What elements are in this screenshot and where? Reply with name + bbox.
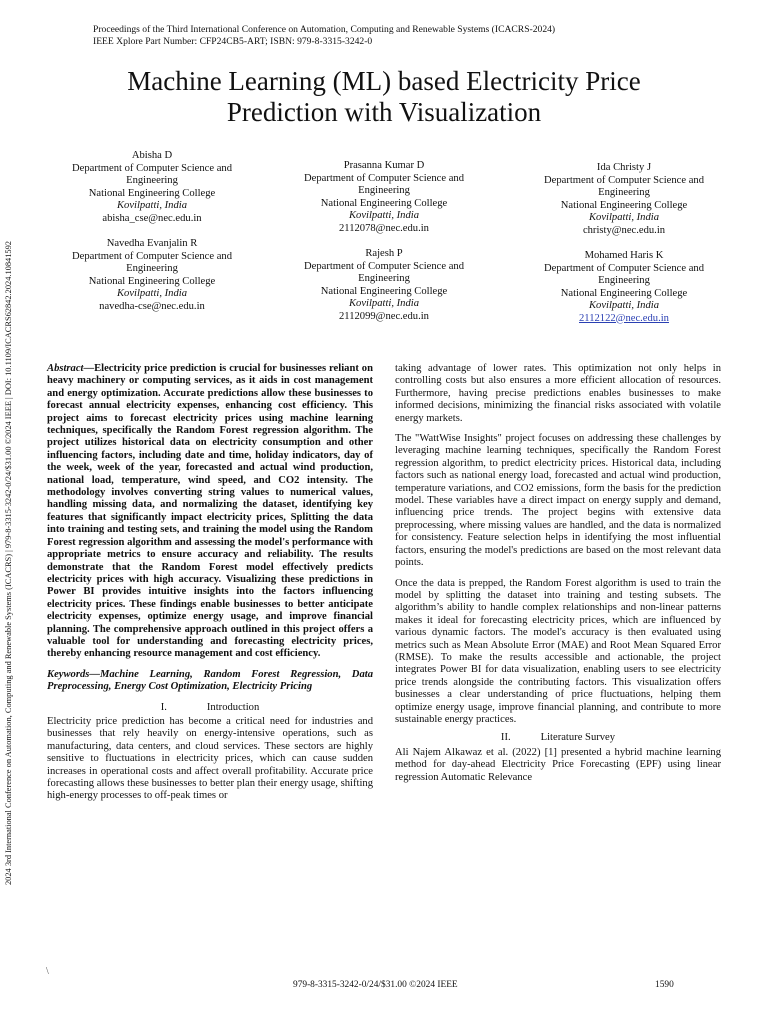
author-college: National Engineering College bbox=[88, 275, 216, 287]
author-name: Navedha Evanjalin R bbox=[106, 238, 198, 249]
author-college: National Engineering College bbox=[320, 285, 448, 297]
author-name: Ida Christy J bbox=[596, 162, 652, 173]
author-dept: Department of Computer Science and bbox=[303, 172, 465, 184]
author-block-5 bbox=[509, 162, 739, 237]
section-title: Introduction bbox=[206, 701, 260, 713]
author-email: christy@nec.edu.in bbox=[582, 224, 666, 236]
author-dept: Department of Computer Science and bbox=[543, 262, 705, 274]
section-heading-introduction bbox=[47, 702, 373, 714]
author-name: Prasanna Kumar D bbox=[343, 160, 425, 171]
abstract-text: —Electricity price prediction is crucial for businesses reliant on heavy machinery or computing services, as it aids in cost management and energy optimization. Accurate predictions allow these businesses to forecast annual electricity expenses, enhancing cost efficiency. This project aims to forecast electricity prices using machine learning techniques, specifically the Random Forest regression algorithm. The project utilizes historical data on electricity consumption and other influencing factors, including date and time, holiday indicators, day of the week, week of the year, forecasted and actual wind production, national load, temperature, wind speed, and CO2 intensity. The methodology involves converting string values to numerical values, handling missing data, and normalizing the dataset, identifying key features that significantly impact electricity prices, Splitting the data into training and testing sets, and training the model using the Random Forest regression algorithm and assessing the model's performance with appropriate metrics to ensure accuracy and reliability. The results demonstrate that the Random Forest model effectively predicts electricity prices with high accuracy. Visualizing these predictions in Power BI provides intuitive insights into the factors influencing electricity prices. These findings enable businesses to better anticipate electricity expenses, optimize energy usage, and improve financial planning. The comprehensive approach outlined in this project offers a valuable tool for understanding and forecasting electricity prices, thereby enhancing resource management and cost efficiency. bbox=[47, 363, 373, 660]
author-dept: Department of Computer Science and bbox=[71, 250, 233, 262]
footer-copyright: 979-8-3315-3242-0/24/$31.00 ©2024 IEEE bbox=[293, 980, 458, 990]
author-college: National Engineering College bbox=[560, 287, 688, 299]
author-city: Kovilpatti, India bbox=[348, 210, 420, 221]
author-dept: Engineering bbox=[598, 275, 650, 286]
side-doi-text: 2024 3rd International Conference on Automation, Computing and Renewable Systems (ICACRS) | 979-8-3315-3242-0/24/$31.00 ©2024 IEEE | DOI: 10.1109/ICACRS62842.2024.10841592 bbox=[4, 241, 13, 885]
author-block-3 bbox=[269, 160, 499, 235]
header-line-1: Proceedings of the Third International Conference on Automation, Computing and Renewable Systems (ICACRS-2024) bbox=[93, 24, 556, 35]
author-block-2 bbox=[37, 238, 267, 313]
page-number: 1590 bbox=[655, 980, 674, 990]
author-city: Kovilpatti, India bbox=[588, 212, 660, 223]
title-line-1: Machine Learning (ML) based Electricity Price bbox=[127, 66, 641, 96]
paper-title bbox=[0, 66, 768, 128]
intro-paragraph: Electricity price prediction has become a critical need for industries and businesses that rely heavily on energy-intensive operations, such as manufacturing, data centers, and cloud services. These sectors are highly sensitive to fluctuations in electricity prices, which can cause sudden increases in operational costs and affect overall profitability. Accurate price forecasting allows these businesses to better plan their energy usage, shifting high-energy processes to off-peak times or bbox=[47, 715, 373, 802]
header-line-2: IEEE Xplore Part Number: CFP24CB5-ART; ISBN: 979-8-3315-3242-0 bbox=[93, 36, 373, 47]
author-college: National Engineering College bbox=[320, 197, 448, 209]
title-line-2: Prediction with Visualization bbox=[226, 97, 542, 127]
author-dept: Department of Computer Science and bbox=[303, 260, 465, 272]
author-dept: Engineering bbox=[126, 175, 178, 186]
author-email: 2112099@nec.edu.in bbox=[339, 310, 429, 322]
author-city: Kovilpatti, India bbox=[116, 288, 188, 299]
author-email: 2112078@nec.edu.in bbox=[339, 222, 429, 234]
abstract-label: Abstract bbox=[47, 363, 84, 374]
author-city: Kovilpatti, India bbox=[116, 200, 188, 211]
author-block-1 bbox=[37, 150, 267, 225]
author-dept: Engineering bbox=[126, 263, 178, 274]
author-dept: Engineering bbox=[358, 273, 410, 284]
author-dept: Engineering bbox=[598, 187, 650, 198]
author-dept: Department of Computer Science and bbox=[543, 174, 705, 186]
author-email: navedha-cse@nec.edu.in bbox=[99, 300, 205, 312]
right-paragraph-2: The "WattWise Insights" project focuses on addressing these challenges by leveraging machine learning techniques, specifically the Random Forest regression algorithm, to predict electricity prices. Historical data, including factors such as national energy load, forecasted and actual wind production, temperature variations, and CO2 emissions, form the basis for the prediction model. These variables have a direct impact on energy supply and demand, influencing price trends. The project begins with extensive data preprocessing, where missing values are handled, and the data is normalized for consistency. Feature selection helps in identifying the most influential factors, ensuring the model's predictions are based on the most relevant data points. bbox=[395, 433, 721, 569]
right-paragraph-1: taking advantage of lower rates. This optimization not only helps in controlling costs but also ensures a more efficient allocation of resources. Furthermore, having precise predictions enables businesses to make informed decisions, minimizing the financial risks associated with volatile energy markets. bbox=[395, 363, 721, 424]
author-name: Mohamed Haris K bbox=[584, 250, 664, 261]
keywords: Keywords—Machine Learning, Random Forest Regression, Data Preprocessing, Energy Cost Optimization, Electricity Pricing bbox=[47, 668, 373, 693]
author-email-link[interactable]: 2112122@nec.edu.in bbox=[579, 312, 669, 324]
author-dept: Engineering bbox=[358, 185, 410, 196]
author-block-4 bbox=[269, 248, 499, 323]
section-number: II. bbox=[500, 732, 511, 744]
author-college: National Engineering College bbox=[88, 187, 216, 199]
section-title: Literature Survey bbox=[540, 732, 616, 744]
right-paragraph-3: Once the data is prepped, the Random Forest algorithm is used to train the model by splitting the dataset into training and testing subsets. The algorithm’s ability to handle complex relationships and non-linear patterns makes it ideal for forecasting electricity prices, which are influenced by various dynamic factors. The model's accuracy is then evaluated using metrics such as Mean Absolute Error (MAE) and Root Mean Squared Error (RMSE). To make the results accessible and actionable, the project integrates Power BI for data visualization, enabling users to see electricity price trends alongside the contributing factors. This visualization offers businesses a clear understanding of price fluctuations, helping them optimize energy usage, improve financial planning, and contribute to more sustainable energy practices. bbox=[395, 577, 721, 725]
literature-paragraph: Ali Najem Alkawaz et al. (2022) [1] presented a hybrid machine learning method for day-ahead Electricity Price Forecasting (EPF) using linear regression Automatic Relevance bbox=[395, 746, 721, 783]
author-city: Kovilpatti, India bbox=[348, 298, 420, 309]
right-column bbox=[395, 363, 721, 792]
author-city: Kovilpatti, India bbox=[588, 300, 660, 311]
author-college: National Engineering College bbox=[560, 199, 688, 211]
author-dept: Department of Computer Science and bbox=[71, 162, 233, 174]
proceedings-header bbox=[93, 24, 555, 48]
corner-mark: \ bbox=[46, 966, 49, 977]
abstract bbox=[47, 363, 373, 661]
author-block-6 bbox=[509, 250, 739, 325]
author-name: Abisha D bbox=[131, 150, 173, 161]
author-name: Rajesh P bbox=[365, 248, 403, 259]
section-heading-literature bbox=[395, 732, 721, 744]
section-number: I. bbox=[160, 701, 167, 713]
left-column bbox=[47, 363, 373, 811]
author-email: abisha_cse@nec.edu.in bbox=[102, 212, 202, 224]
